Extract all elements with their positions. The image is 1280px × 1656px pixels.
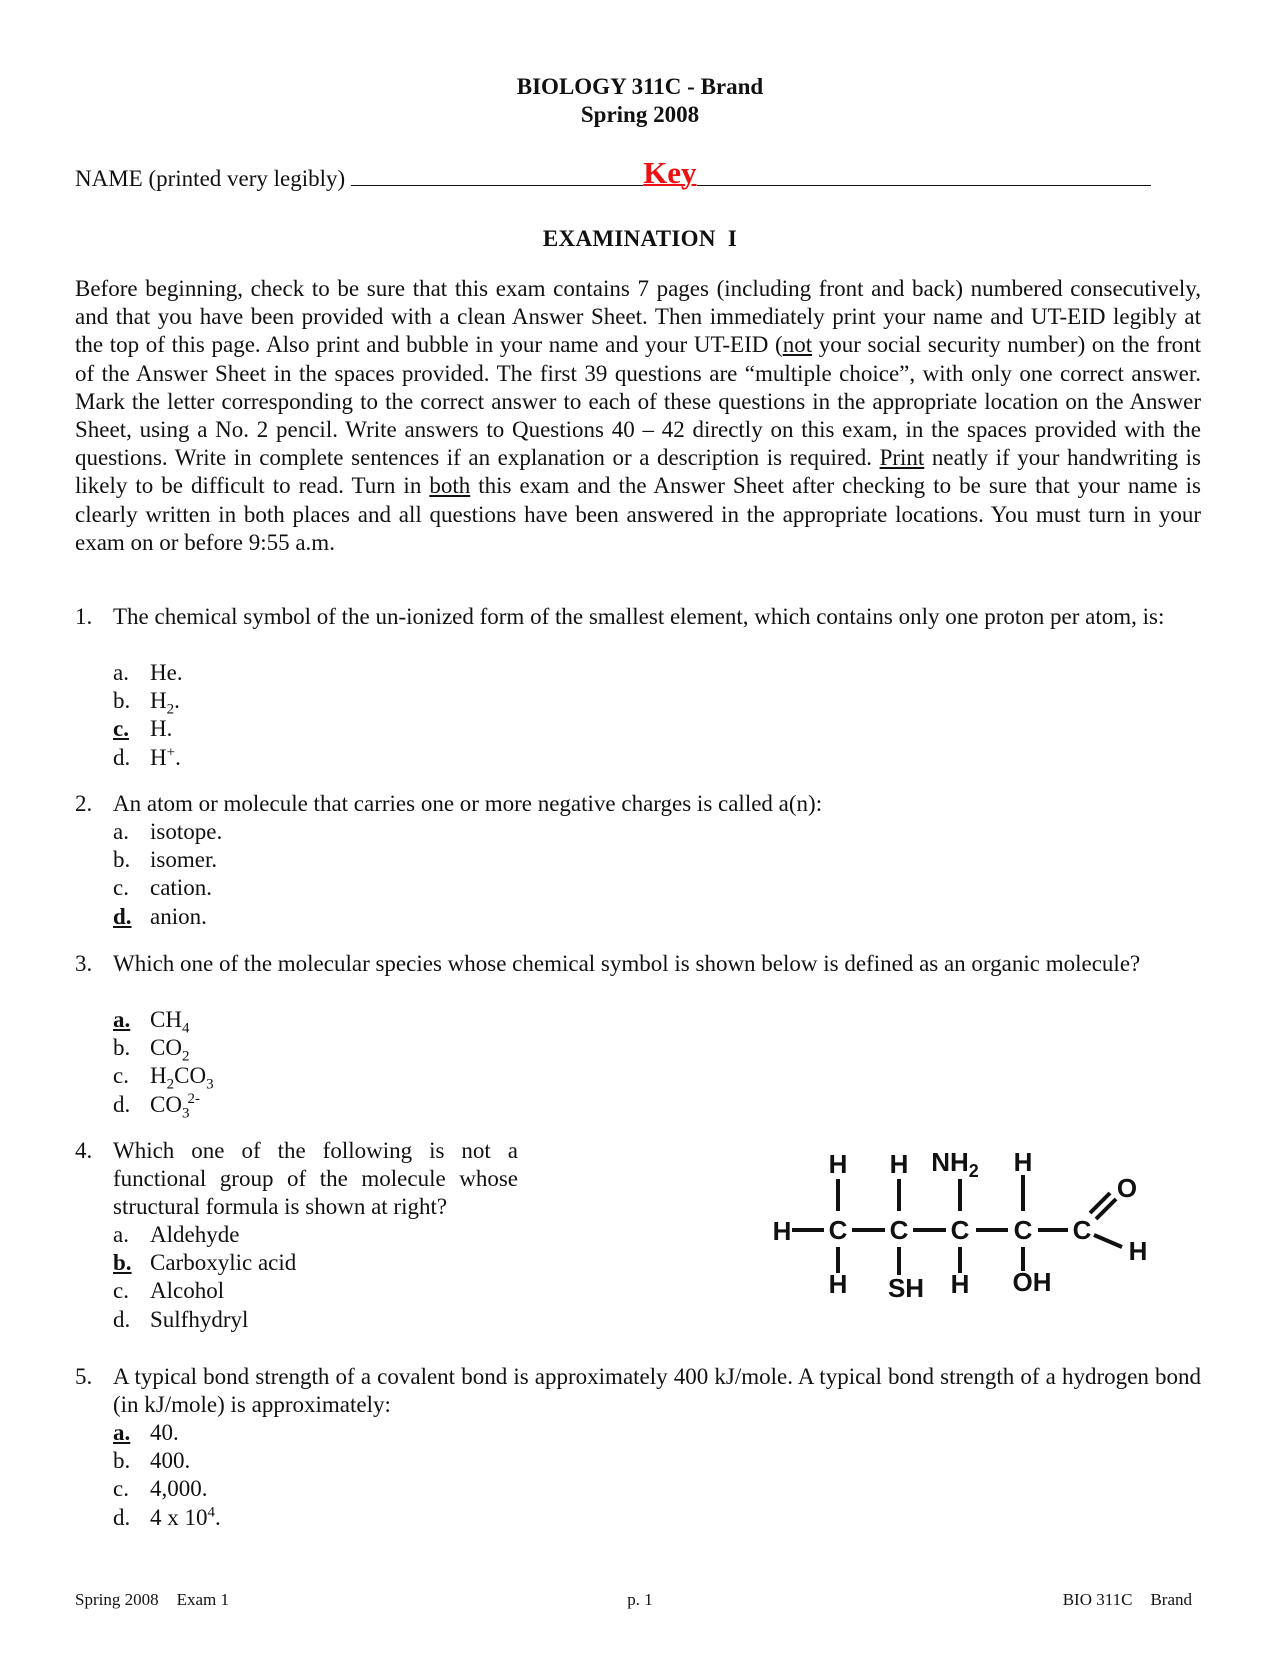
atom-c3: C [950,1215,970,1245]
instructions-text: neatly if your handwriting is likely to be difficult to read. Turn in [75,445,1201,499]
option-text: Alcohol [150,1278,225,1304]
name-blank-left [351,163,643,186]
option-text: isotope. [150,819,223,844]
atom-o-aldehyde: O [1116,1173,1138,1203]
atom-h-aldehyde: H [1128,1236,1148,1266]
atom-oh-bottom: OH [1012,1267,1052,1297]
option-letter-correct: a. [113,1420,131,1445]
atom-h-left: H [772,1216,792,1246]
atom-c2: C [889,1215,909,1245]
option-letter: c. [113,1063,129,1089]
option-text: 400. [150,1448,191,1474]
option-text: H+. [150,743,181,770]
underlined-print: Print [879,445,925,471]
option-text: isomer. [150,847,218,873]
footer-page-number: p. 1 [627,1590,653,1609]
option-letter: b. [113,847,131,873]
option-text: $CO_2$ [150,1035,190,1065]
atom-h-bottom-1: H [828,1269,848,1299]
option-text: anion. [150,903,207,929]
option-letter: d. [113,1091,131,1117]
option-letter: c. [113,1476,129,1502]
atom-c4: C [1013,1215,1033,1245]
option-text: Carboxylic acid [150,1250,297,1276]
option-letter: d. [113,744,131,770]
option-letter-correct: d. [113,903,132,929]
option-letter-correct: a. [113,1007,131,1032]
instructions-text: Before beginning, check to be sure that this exam contains 7 pages (including front and back) numbered consecutively, and that you have been provided with a clean Answer Sheet. Then immediately print your name and UT-EID legibly at the top of this page. Also print and bubble in your name and your UT-EID ( [75,276,1201,358]
underlined-both: both [429,473,471,499]
instructions-text: this exam and the Answer Sheet after checking to be sure that your name is clearly written in both places and all questions have been answered in the appropriate locations. You must turn in your exam on or before 9:55 a.m. [75,473,1201,555]
footer-instructor: Brand [1150,1590,1192,1609]
footer-exam: Exam 1 [176,1590,229,1609]
option-letter: b. [113,1035,131,1061]
question-number: 4. [75,1138,93,1163]
question-number: 3. [75,951,93,976]
name-field [75,155,1151,194]
question-number: 2. [75,791,93,816]
option-text: $CH_4$ [150,1007,190,1037]
atom-h-bottom-3: H [950,1269,970,1299]
option-letter: d. [113,1504,131,1530]
option-letter: a. [113,819,129,844]
term-title: Spring 2008 [580,102,700,127]
question-stem: A typical bond strength of a covalent bond is approximately 400 kJ/mole. A typical bond strength of a hydrogen bond (in kJ/mole) is approximately: [113,1364,1201,1418]
option-text: 4 x $10^4$. [150,1503,221,1530]
question-stem: The chemical symbol of the un-ionized form of the smallest element, which contains only one proton per atom, is: [113,604,1165,629]
option-letter-correct: c. [113,716,129,742]
atom-nh2-top: $NH_2$ [931,1147,979,1181]
name-blank-right [697,163,1151,186]
option-text: $CO_3^{2-}$ [150,1090,200,1122]
option-text: $H_2$. [150,688,180,718]
option-text: Sulfhydryl [150,1306,249,1332]
atom-h-top-2: H [889,1149,909,1179]
question-number: 5. [75,1364,93,1389]
atom-c5: C [1072,1215,1092,1245]
instructions-text: your social security number) on the front of the Answer Sheet in the spaces provided. The first 39 questions are “multiple choice”, with only one correct answer. Mark the letter corresponding to the correct answer to each of these questions in the appropriate location on the Answer Sheet, using a No. 2 pencil. Write answers to Questions 40 – 42 directly on this exam, in the spaces provided with the questions. Write in complete sentences if an explanation or a description is required. [75,332,1201,471]
option-text: 40. [150,1420,179,1445]
question-stem: An atom or molecule that carries one or more negative charges is called a(n): [113,791,823,816]
atom-h-top-4: H [1013,1147,1033,1177]
option-letter-correct: b. [113,1250,132,1276]
option-letter: d. [113,1306,131,1332]
name-value-key: Key [643,155,697,190]
atom-h-top-1: H [828,1149,848,1179]
option-text: H. [150,716,173,742]
footer-right [1063,1590,1192,1610]
option-letter: b. [113,1448,131,1474]
option-letter: c. [113,875,129,901]
question-stem: Which one of the molecular species whose chemical symbol is shown below is defined as an organic molecule? [113,951,1141,976]
name-label: NAME (printed very legibly) [75,166,346,191]
option-letter: b. [113,688,131,714]
option-text: Aldehyde [150,1222,240,1247]
option-text: $H_2CO_3$ [150,1063,214,1093]
atom-c1: C [828,1215,848,1245]
course-title: BIOLOGY 311C - Brand [516,74,764,99]
instructions-paragraph [75,275,1201,557]
option-text: He. [150,660,183,685]
footer-term: Spring 2008 [75,1590,159,1609]
option-letter: a. [113,1222,129,1247]
option-text: 4,000. [150,1476,208,1502]
underlined-not: not [782,332,813,358]
footer-course: BIO 311C [1062,1590,1133,1609]
exam-title: EXAMINATION I [542,226,738,251]
question-number: 1. [75,604,93,629]
option-letter: a. [113,660,129,685]
option-letter: c. [113,1278,129,1304]
option-text: cation. [150,875,212,901]
structural-formula-diagram [760,1135,1160,1305]
question-stem: Which one of the following is not a functional group of the molecule whose structural formula is shown at right? [113,1138,518,1220]
atom-sh-bottom: SH [887,1273,925,1303]
